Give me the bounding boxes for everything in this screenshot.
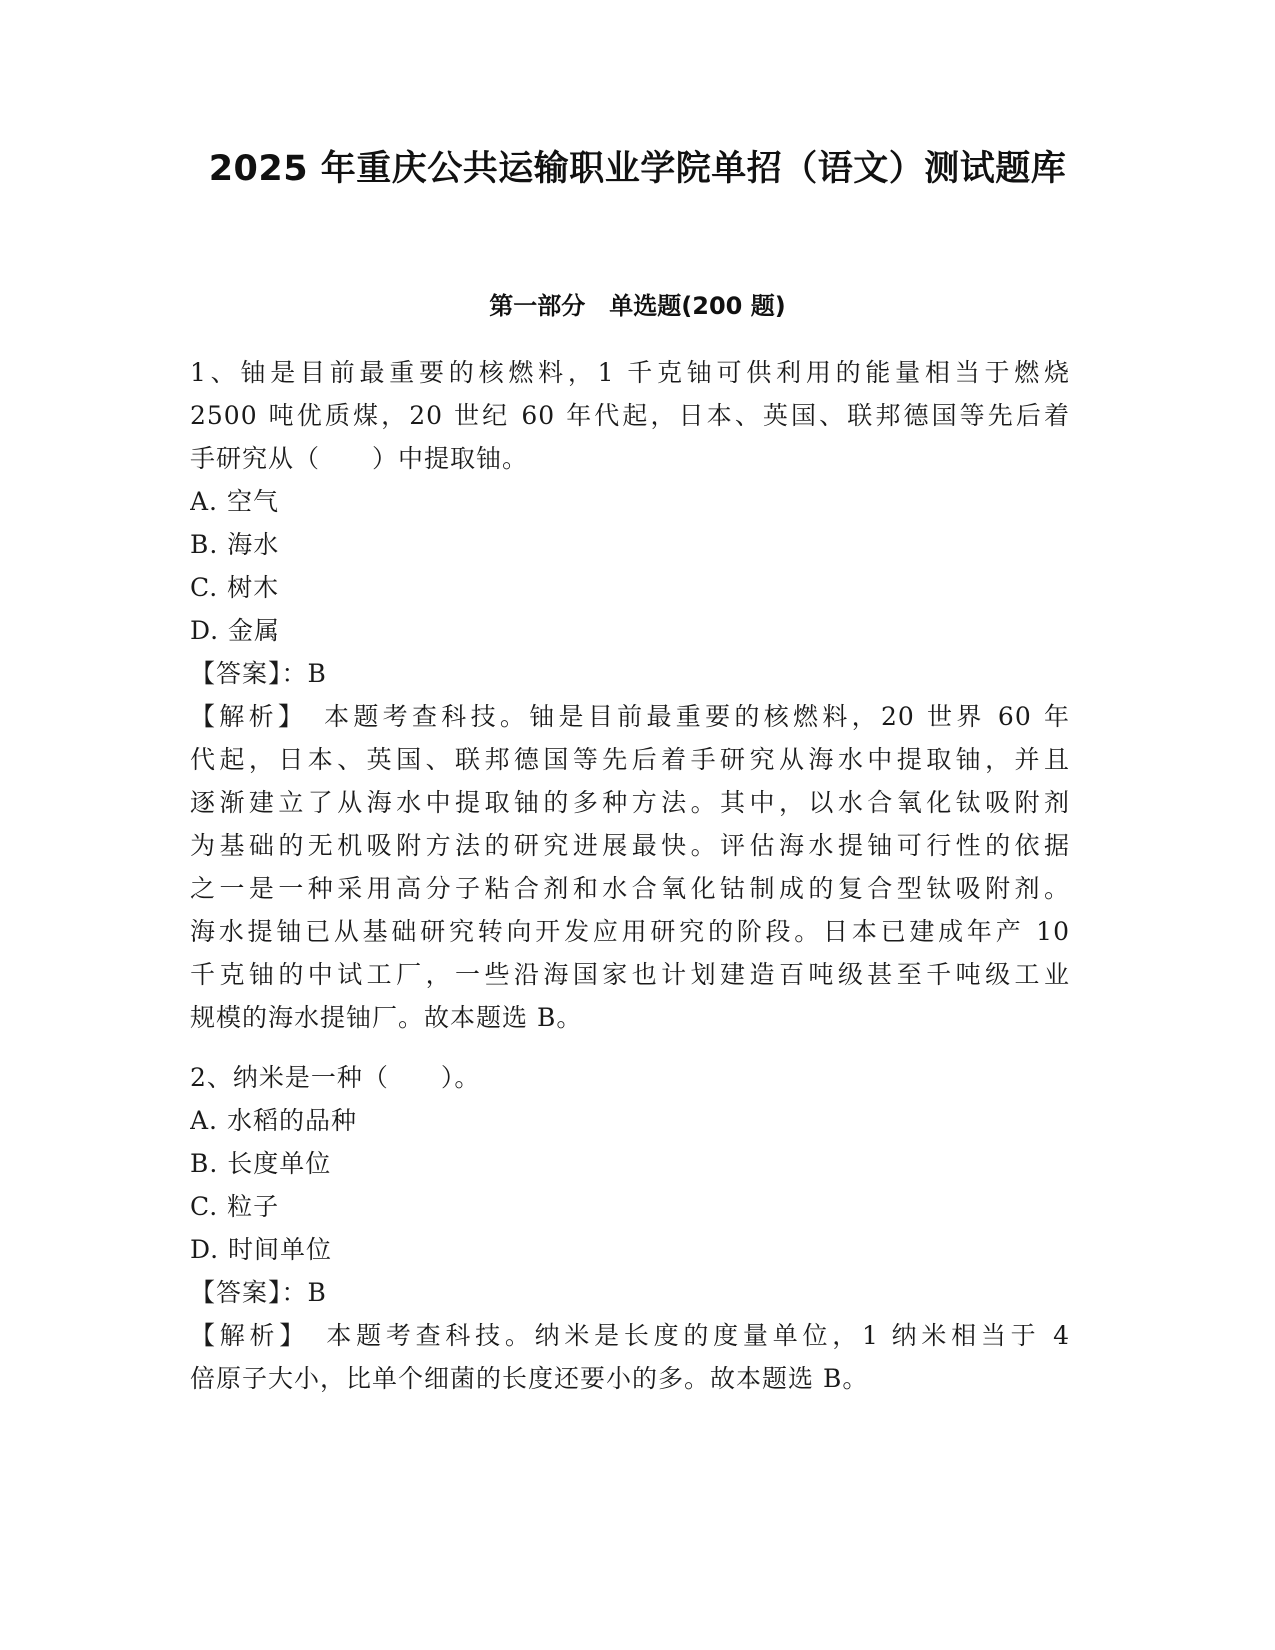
question-2 bbox=[190, 1056, 1070, 1400]
analysis-label: 【解析】 bbox=[190, 1321, 297, 1350]
question-1-option-a: A. 空气 bbox=[190, 487, 279, 516]
question-2-option-a: A. 水稻的品种 bbox=[190, 1106, 357, 1135]
question-2-option-c: C. 粒子 bbox=[190, 1192, 280, 1221]
question-1-answer bbox=[190, 652, 1070, 695]
question-2-analysis-line-2: 倍原子大小，比单个细菌的长度还要小的多。故本题选 B。 bbox=[190, 1364, 869, 1393]
answer-label: 【答案】 bbox=[190, 659, 282, 688]
question-1-analysis-line-5: 之一是一种采用高分子粘合剂和水合氧化钴制成的复合型钛吸附剂。 bbox=[190, 874, 1070, 903]
question-1-option-c: C. 树木 bbox=[190, 573, 280, 602]
question-1-analysis-line-3: 逐渐建立了从海水中提取铀的多种方法。其中，以水合氧化钛吸附剂 bbox=[190, 788, 1070, 817]
question-1-option-d: D. 金属 bbox=[190, 616, 281, 645]
question-1-analysis-line-2: 代起，日本、英国、联邦德国等先后着手研究从海水中提取铀，并且 bbox=[190, 745, 1070, 774]
analysis-text: 本题考查科技。铀是目前最重要的核燃料，20 世界 60 年 bbox=[324, 702, 1070, 731]
analysis-label: 【解析】 bbox=[190, 702, 295, 731]
question-1-option-b: B. 海水 bbox=[190, 530, 280, 559]
question-2-stem-line-1: 2、纳米是一种（ ）。 bbox=[190, 1063, 481, 1092]
question-1-analysis-line-7: 千克铀的中试工厂，一些沿海国家也计划建造百吨级甚至千吨级工业 bbox=[190, 960, 1070, 989]
question-1-stem-line-2: 2500 吨优质煤，20 世纪 60 年代起，日本、英国、联邦德国等先后着 bbox=[190, 401, 1070, 430]
question-2-answer bbox=[190, 1271, 1070, 1314]
answer-label: 【答案】 bbox=[190, 1278, 282, 1307]
document-title: 2025 年重庆公共运输职业学院单招（语文）测试题库 bbox=[208, 149, 1067, 189]
question-list bbox=[190, 351, 1070, 1400]
analysis-text: 本题考查科技。纳米是长度的度量单位，1 纳米相当于 4 bbox=[326, 1321, 1070, 1350]
question-1-analysis-line-6: 海水提铀已从基础研究转向开发应用研究的阶段。日本已建成年产 10 bbox=[190, 917, 1070, 946]
question-separator bbox=[190, 1039, 1070, 1056]
question-1-analysis-line-1 bbox=[190, 695, 1070, 738]
question-2-option-b: B. 长度单位 bbox=[190, 1149, 332, 1178]
question-2-option-d: D. 时间单位 bbox=[190, 1235, 333, 1264]
answer-value: ：B bbox=[281, 659, 327, 688]
answer-value: ：B bbox=[281, 1278, 327, 1307]
question-1-stem-line-3: 手研究从（ ）中提取铀。 bbox=[190, 444, 529, 473]
question-2-analysis-line-1 bbox=[190, 1314, 1070, 1357]
question-1-analysis-line-4: 为基础的无机吸附方法的研究进展最快。评估海水提铀可行性的依据 bbox=[190, 831, 1070, 860]
question-1-stem-line-1: 1、铀是目前最重要的核燃料，1 千克铀可供利用的能量相当于燃烧 bbox=[190, 358, 1070, 387]
question-1-analysis-line-8: 规模的海水提铀厂。故本题选 B。 bbox=[190, 1003, 583, 1032]
question-1 bbox=[190, 351, 1070, 1039]
section-title: 第一部分 单选题(200 题) bbox=[489, 292, 786, 320]
